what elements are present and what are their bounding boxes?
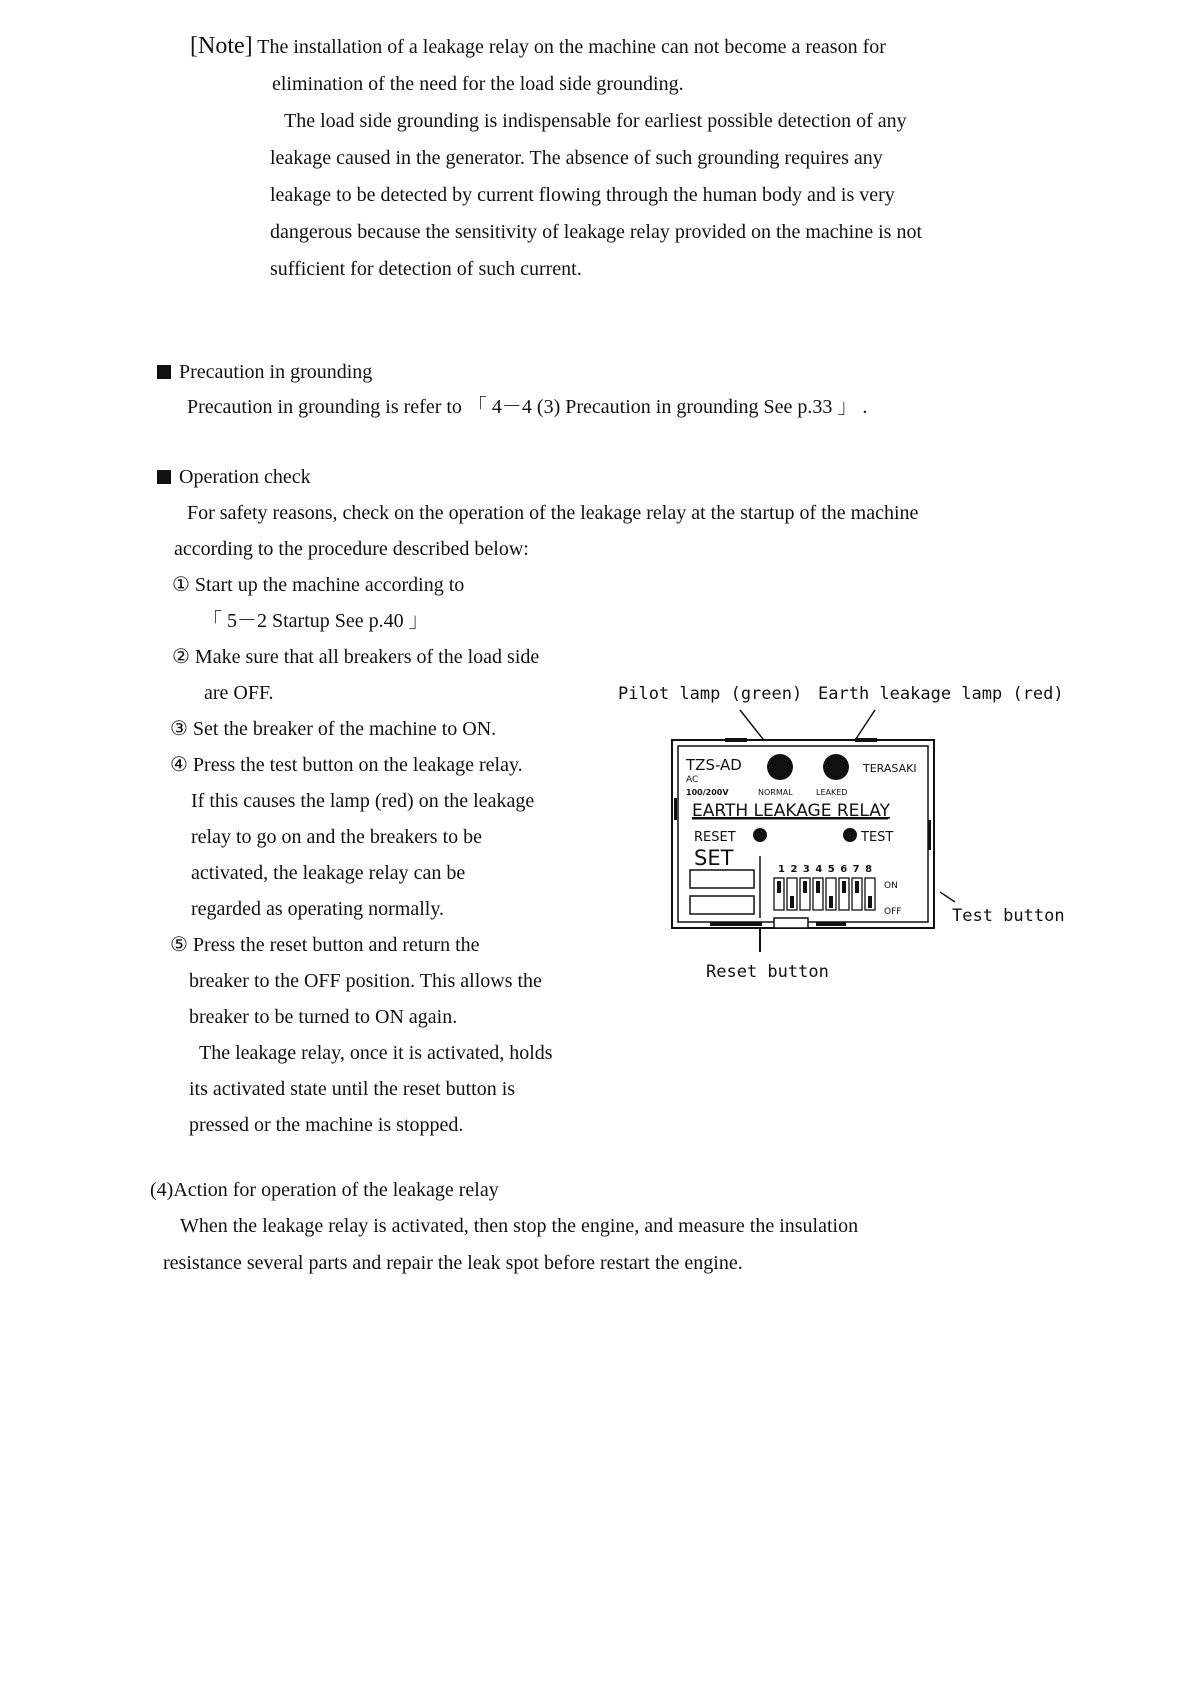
relay-title: EARTH LEAKAGE RELAY <box>692 801 890 821</box>
operation-heading <box>157 465 311 489</box>
top-tab-right <box>855 738 877 742</box>
note-line-5: leakage to be detected by current flowing through the human body and is very <box>270 184 895 206</box>
ac-label: AC <box>686 775 699 785</box>
callout-earth-lamp: Earth leakage lamp (red) <box>818 684 1064 704</box>
step-5: ⑤ Press the reset button and return the <box>170 934 480 956</box>
step-3: ③ Set the breaker of the machine to ON. <box>170 718 497 740</box>
dip-switch-knob-2 <box>790 896 794 908</box>
note-line-6: dangerous because the sensitivity of leakage relay provided on the machine is not <box>270 221 923 243</box>
bullet-square-icon <box>157 470 171 484</box>
bullet-square-icon <box>157 365 171 379</box>
step-5-cont-5: pressed or the machine is stopped. <box>189 1114 464 1136</box>
action-line-1: When the leakage relay is activated, then stop the engine, and measure the insulation <box>180 1215 859 1237</box>
dip-off-label: OFF <box>884 907 902 917</box>
action-line-2: resistance several parts and repair the leak spot before restart the engine. <box>163 1252 743 1274</box>
step-2: ② Make sure that all breakers of the load side <box>172 646 540 668</box>
dip-on-label: ON <box>884 881 898 891</box>
note-text-1: The installation of a leakage relay on the machine can not become a reason for <box>257 36 886 58</box>
set-label: SET <box>694 846 734 870</box>
top-tab-left <box>725 738 747 742</box>
pilot-lamp-icon <box>767 754 793 780</box>
dip-switch-knob-3 <box>803 881 807 893</box>
brand-label: TERASAKI <box>863 762 917 775</box>
step-4-cont-2: relay to go on and the breakers to be <box>191 826 483 848</box>
note-line-7: sufficient for detection of such current. <box>270 258 582 280</box>
note-line-4: leakage caused in the generator. The absence of such grounding requires any <box>270 147 883 169</box>
step-4: ④ Press the test button on the leakage relay. <box>170 754 523 776</box>
step-4-cont-3: activated, the leakage relay can be <box>191 862 466 884</box>
dip-switch-knob-4 <box>816 881 820 893</box>
test-label: TEST <box>861 830 894 845</box>
test-leader-line-2 <box>940 892 955 902</box>
relay-panel <box>672 738 934 928</box>
step-1-ref: 「 5－2 Startup See p.40 」 <box>202 610 429 632</box>
operation-heading-text: Operation check <box>179 466 311 488</box>
leaked-label: LEAKED <box>816 788 848 797</box>
precaution-heading-text: Precaution in grounding <box>179 361 373 383</box>
dip-switch-knob-6 <box>842 881 846 893</box>
dip-switch-knob-5 <box>829 896 833 908</box>
precaution-heading <box>157 360 372 384</box>
note-label: [Note] <box>190 33 253 59</box>
test-button-icon[interactable] <box>843 828 857 842</box>
operation-intro-1: For safety reasons, check on the operation of the leakage relay at the startup of the machine <box>187 502 919 524</box>
normal-label: NORMAL <box>758 788 793 797</box>
operation-intro-2: according to the procedure described below: <box>174 538 529 560</box>
step-5-cont-4: its activated state until the reset button is <box>189 1078 516 1100</box>
note-line-1 <box>190 34 886 59</box>
step-1: ① Start up the machine according to <box>172 574 465 596</box>
side-bar-right <box>928 820 931 850</box>
leakage-relay-figure <box>610 670 1070 995</box>
callout-pilot-lamp: Pilot lamp (green) <box>618 684 803 704</box>
reset-label: RESET <box>694 830 736 845</box>
voltage-label: 100/200V <box>686 788 729 797</box>
step-5-cont-3: The leakage relay, once it is activated, holds <box>199 1042 553 1064</box>
bottom-bar-left <box>710 922 762 926</box>
note-line-3: The load side grounding is indispensable for earliest possible detection of any <box>284 110 907 132</box>
step-5-cont-1: breaker to the OFF position. This allows the <box>189 970 542 992</box>
bottom-bar-right <box>816 922 846 926</box>
earth-leakage-lamp-icon <box>823 754 849 780</box>
side-bar-left <box>674 798 677 820</box>
model-label: TZS-AD <box>686 756 742 774</box>
action-heading: (4)Action for operation of the leakage relay <box>150 1179 499 1201</box>
dip-switch-knob-1 <box>777 881 781 893</box>
step-2-cont: are OFF. <box>204 682 274 704</box>
dip-numbers: 1 2 3 4 5 6 7 8 <box>778 864 874 875</box>
reset-button-icon[interactable] <box>753 828 767 842</box>
step-5-cont-2: breaker to be turned to ON again. <box>189 1006 458 1028</box>
step-4-cont-4: regarded as operating normally. <box>191 898 445 920</box>
step-4-cont-1: If this causes the lamp (red) on the leakage <box>191 790 535 812</box>
callout-reset-button: Reset button <box>706 962 829 982</box>
note-line-2: elimination of the need for the load side grounding. <box>272 73 684 95</box>
dip-switch-knob-8 <box>868 896 872 908</box>
dip-switch-knob-7 <box>855 881 859 893</box>
precaution-text: Precaution in grounding is refer to 「 4－4 (3) Precaution in grounding See p.33 」 . <box>187 396 868 418</box>
bottom-tab <box>774 918 808 928</box>
callout-test-button: Test button <box>952 906 1065 926</box>
